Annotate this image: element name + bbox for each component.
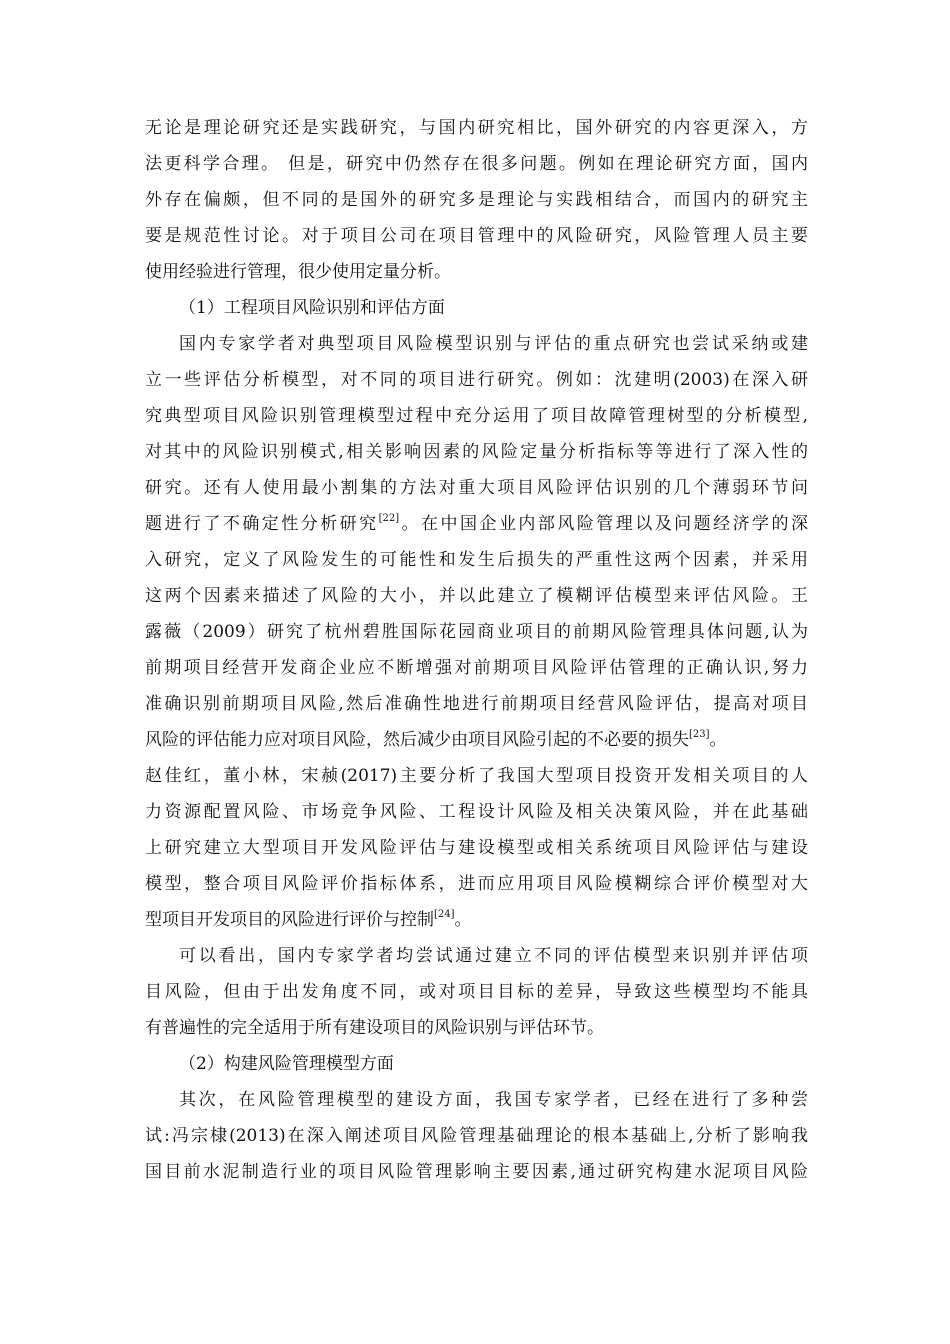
paragraph-line: 外存在偏颇，但不同的是国外的研究多是理论与实践相结合，而国内的研究主 bbox=[145, 190, 808, 210]
paragraph-line: 上研究建立大型项目开发风险评估与建设模型或相关系统项目风险评估与建设 bbox=[145, 838, 808, 858]
paragraph-line: 无论是理论研究还是实践研究，与国内研究相比，国外研究的内容更深入，方 bbox=[145, 118, 808, 138]
line-text: 型项目开发项目的风险进行评价与控制 bbox=[145, 910, 434, 930]
paragraph-line: 准确识别前期项目风险,然后准确性地进行前期项目经营风险评估，提高对项目 bbox=[145, 694, 808, 714]
paragraph-line: 其次，在风险管理模型的建设方面，我国专家学者，已经在进行了多种尝 bbox=[179, 1090, 808, 1110]
line-text-tail: 。在中国企业内部风险管理以及问题经济学的深 bbox=[399, 514, 808, 534]
line-text-tail: 。 bbox=[709, 730, 727, 750]
paragraph-line: 前期项目经营开发商企业应不断增强对前期项目风险评估管理的正确认识,努力 bbox=[145, 658, 808, 678]
paragraph-line: 要是规范性讨论。对于项目公司在项目管理中的风险研究，风险管理人员主要 bbox=[145, 226, 808, 246]
paragraph-line: 可以看出，国内专家学者均尝试通过建立不同的评估模型来识别并评估项 bbox=[179, 946, 808, 966]
paragraph-line: 有普遍性的完全适用于所有建设项目的风险识别与评估环节。 bbox=[145, 1018, 604, 1038]
line-text: 题进行了不确定性分析研究 bbox=[145, 514, 379, 534]
paragraph-line: 法更科学合理。 但是，研究中仍然存在很多问题。例如在理论研究方面，国内 bbox=[145, 154, 808, 174]
paragraph-line-with-citation bbox=[145, 902, 472, 938]
paragraph-line: 国内专家学者对典型项目风险模型识别与评估的重点研究也尝试采纳或建 bbox=[179, 334, 808, 354]
paragraph-line: 国目前水泥制造行业的项目风险管理影响主要因素,通过研究构建水泥项目风险 bbox=[145, 1162, 808, 1182]
paragraph-line: 试:冯宗棣(2013)在深入阐述项目风险管理基础理论的根本基础上,分析了影响我 bbox=[145, 1126, 808, 1146]
paragraph-line: 立一些评估分析模型，对不同的项目进行研究。例如：沈建明(2003)在深入研 bbox=[145, 370, 808, 390]
paragraph-line: 露薇（2009）研究了杭州碧胜国际花园商业项目的前期风险管理具体问题,认为 bbox=[145, 622, 808, 642]
line-text: 风险的评估能力应对项目风险，然后减少由项目风险引起的不必要的损失 bbox=[145, 730, 689, 750]
paragraph-line: 模型，整合项目风险评价指标体系，进而应用项目风险模糊综合评价模型对大 bbox=[145, 874, 808, 894]
citation-23: [23] bbox=[689, 729, 710, 740]
citation-24: [24] bbox=[434, 909, 455, 920]
section-heading-2: （2）构建风险管理模型方面 bbox=[179, 1054, 394, 1074]
citation-22: [22] bbox=[378, 513, 400, 524]
section-heading-1: （1）工程项目风险识别和评估方面 bbox=[179, 298, 445, 318]
paragraph-line: 使用经验进行管理，很少使用定量分析。 bbox=[145, 262, 451, 282]
line-text-tail: 。 bbox=[454, 910, 472, 930]
paragraph-line: 目风险，但由于出发角度不同，或对项目目标的差异，导致这些模型均不能具 bbox=[145, 982, 808, 1002]
paragraph-line-with-citation bbox=[145, 722, 727, 758]
paragraph-line-with-citation bbox=[145, 506, 808, 542]
paragraph-line: 对其中的风险识别模式,相关影响因素的风险定量分析指标等等进行了深入性的 bbox=[145, 442, 808, 462]
paragraph-line: 这两个因素来描述了风险的大小，并以此建立了模糊评估模型来评估风险。王 bbox=[145, 586, 808, 606]
paragraph-line: 研究。还有人使用最小割集的方法对重大项目风险评估识别的几个薄弱环节问 bbox=[145, 478, 808, 498]
paragraph-line: 入研究，定义了风险发生的可能性和发生后损失的严重性这两个因素，并采用 bbox=[145, 550, 808, 570]
paragraph-line: 赵佳红，董小林，宋赪(2017)主要分析了我国大型项目投资开发相关项目的人 bbox=[145, 766, 808, 786]
paragraph-line: 究典型项目风险识别管理模型过程中充分运用了项目故障管理树型的分析模型, bbox=[145, 406, 808, 426]
paragraph-line: 力资源配置风险、市场竞争风险、工程设计风险及相关决策风险，并在此基础 bbox=[145, 802, 808, 822]
